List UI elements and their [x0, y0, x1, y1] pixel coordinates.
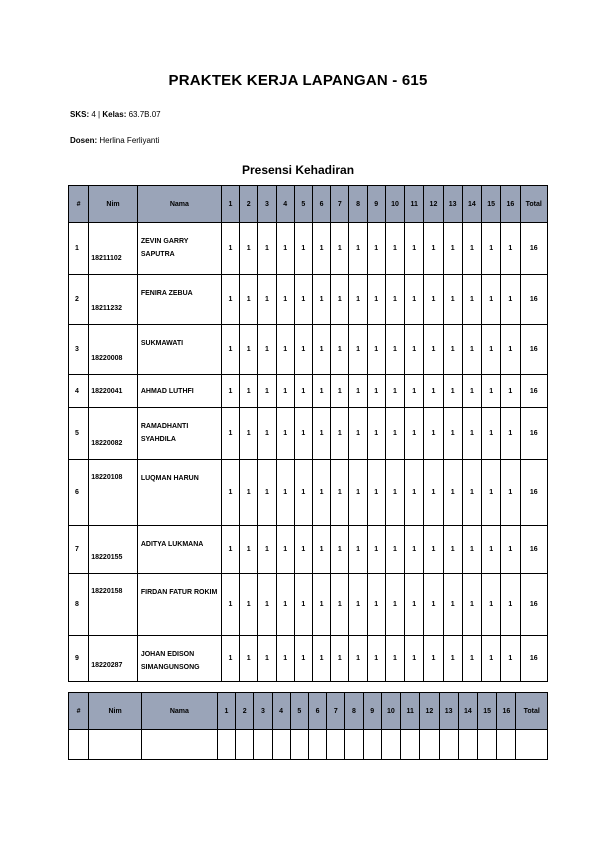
attendance-mark: 1 [462, 526, 481, 574]
column-header: 16 [497, 693, 516, 730]
column-header: 1 [221, 186, 239, 223]
attendance-mark: 1 [462, 275, 481, 325]
attendance-mark: 1 [385, 574, 404, 636]
attendance-mark: 1 [482, 325, 501, 375]
attendance-mark: 1 [258, 325, 276, 375]
attendance-mark: 1 [501, 375, 520, 408]
attendance-mark: 1 [294, 223, 312, 275]
attendance-mark: 1 [312, 375, 330, 408]
attendance-mark: 1 [312, 408, 330, 460]
table-row [69, 574, 548, 636]
table-row [69, 375, 548, 408]
student-nim: 18220041 [89, 375, 138, 408]
attendance-mark: 1 [349, 275, 367, 325]
attendance-mark: 1 [367, 526, 385, 574]
kelas-value: 63.7B.07 [128, 110, 161, 119]
attendance-mark: 1 [443, 223, 462, 275]
dosen-label: Dosen: [70, 136, 98, 145]
attendance-mark: 1 [367, 636, 385, 682]
student-name: RAMADHANTI SYAHDILA [137, 408, 221, 460]
attendance-mark: 1 [367, 223, 385, 275]
student-name: AHMAD LUTHFI [137, 375, 221, 408]
student-nim: 18220008 [89, 325, 138, 375]
attendance-total: 16 [520, 375, 548, 408]
attendance-mark: 1 [443, 526, 462, 574]
table-row [69, 408, 548, 460]
column-header: 15 [482, 186, 501, 223]
attendance-mark: 1 [501, 408, 520, 460]
attendance-mark: 1 [424, 375, 443, 408]
dosen-value: Herlina Ferliyanti [99, 136, 160, 145]
row-number: 1 [69, 223, 89, 275]
table-row [69, 325, 548, 375]
attendance-mark: 1 [424, 408, 443, 460]
column-header: 7 [331, 186, 349, 223]
attendance-mark: 1 [385, 375, 404, 408]
attendance-mark: 1 [312, 526, 330, 574]
attendance-mark: 1 [221, 408, 239, 460]
table-header-row [69, 693, 548, 730]
attendance-mark: 1 [501, 460, 520, 526]
attendance-mark: 1 [443, 636, 462, 682]
attendance-mark: 1 [424, 325, 443, 375]
student-nim: 18220287 [89, 636, 138, 682]
column-header: 11 [401, 693, 420, 730]
attendance-mark: 1 [221, 460, 239, 526]
attendance-mark: 1 [501, 636, 520, 682]
attendance-mark: 1 [221, 636, 239, 682]
attendance-mark: 1 [462, 375, 481, 408]
attendance-mark: 1 [405, 574, 424, 636]
attendance-total: 16 [520, 408, 548, 460]
row-number: 3 [69, 325, 89, 375]
attendance-mark: 1 [349, 408, 367, 460]
attendance-total: 16 [520, 460, 548, 526]
attendance-mark: 1 [405, 636, 424, 682]
attendance-mark: 1 [501, 325, 520, 375]
attendance-mark: 1 [331, 574, 349, 636]
attendance-total: 16 [520, 574, 548, 636]
attendance-total: 16 [520, 325, 548, 375]
student-nim: 18220158 [89, 574, 138, 636]
attendance-mark: 1 [482, 460, 501, 526]
row-number: 2 [69, 275, 89, 325]
attendance-mark: 1 [405, 375, 424, 408]
sks-label: SKS: [70, 110, 90, 119]
column-header: 15 [477, 693, 496, 730]
column-header: 11 [405, 186, 424, 223]
column-header: 16 [501, 186, 520, 223]
page-title: PRAKTEK KERJA LAPANGAN - 615 [168, 72, 428, 89]
attendance-mark: 1 [367, 375, 385, 408]
attendance-mark: 1 [482, 526, 501, 574]
attendance-mark: 1 [221, 375, 239, 408]
student-name: JOHAN EDISON SIMANGUNSONG [137, 636, 221, 682]
attendance-mark: 1 [443, 460, 462, 526]
column-header: 6 [308, 693, 326, 730]
attendance-mark: 1 [349, 526, 367, 574]
attendance-mark: 1 [258, 223, 276, 275]
column-header: 10 [385, 186, 404, 223]
attendance-mark: 1 [385, 636, 404, 682]
column-header: 9 [367, 186, 385, 223]
attendance-mark: 1 [385, 223, 404, 275]
column-header: 3 [258, 186, 276, 223]
column-header: 2 [236, 693, 254, 730]
student-nim: 18220108 [89, 460, 138, 526]
attendance-mark: 1 [349, 636, 367, 682]
attendance-mark: 1 [462, 636, 481, 682]
attendance-mark: 1 [294, 526, 312, 574]
attendance-mark: 1 [258, 460, 276, 526]
attendance-mark: 1 [349, 223, 367, 275]
attendance-mark: 1 [276, 275, 294, 325]
attendance-mark: 1 [443, 375, 462, 408]
column-header: 5 [290, 693, 308, 730]
table-row [69, 526, 548, 574]
attendance-mark: 1 [312, 275, 330, 325]
attendance-mark: 1 [424, 636, 443, 682]
column-header: 1 [217, 693, 235, 730]
table-row [69, 223, 548, 275]
attendance-mark: 1 [221, 325, 239, 375]
row-number: 6 [69, 460, 89, 526]
attendance-mark: 1 [294, 636, 312, 682]
attendance-table-continued [68, 692, 548, 760]
attendance-mark: 1 [405, 408, 424, 460]
attendance-mark: 1 [462, 574, 481, 636]
attendance-mark: 1 [424, 460, 443, 526]
attendance-mark: 1 [221, 526, 239, 574]
attendance-total: 16 [520, 223, 548, 275]
column-header: 6 [312, 186, 330, 223]
attendance-mark: 1 [276, 460, 294, 526]
column-header: 3 [254, 693, 272, 730]
attendance-mark: 1 [367, 275, 385, 325]
attendance-mark: 1 [240, 223, 258, 275]
attendance-mark: 1 [385, 275, 404, 325]
column-header: 13 [439, 693, 458, 730]
attendance-mark: 1 [482, 223, 501, 275]
column-header: 12 [420, 693, 439, 730]
attendance-mark: 1 [221, 223, 239, 275]
column-header: 8 [349, 186, 367, 223]
attendance-mark: 1 [385, 526, 404, 574]
attendance-mark: 1 [331, 460, 349, 526]
attendance-mark: 1 [443, 325, 462, 375]
lecturer-info [70, 136, 159, 145]
attendance-mark: 1 [482, 574, 501, 636]
course-info: SKS: 4 | Kelas: 63.7B.07 [70, 110, 161, 119]
attendance-mark: 1 [424, 275, 443, 325]
attendance-mark: 1 [258, 275, 276, 325]
student-nim: 18211102 [89, 223, 138, 275]
attendance-mark: 1 [312, 325, 330, 375]
table-header-row [69, 186, 548, 223]
attendance-mark: 1 [258, 526, 276, 574]
attendance-mark: 1 [276, 408, 294, 460]
table-row-empty [69, 730, 548, 760]
attendance-mark: 1 [240, 275, 258, 325]
attendance-mark: 1 [349, 375, 367, 408]
row-number: 9 [69, 636, 89, 682]
attendance-mark: 1 [312, 460, 330, 526]
column-header: Nim [89, 693, 142, 730]
attendance-mark: 1 [443, 408, 462, 460]
attendance-mark: 1 [349, 325, 367, 375]
attendance-mark: 1 [501, 526, 520, 574]
attendance-mark: 1 [405, 325, 424, 375]
column-header: 4 [276, 186, 294, 223]
attendance-mark: 1 [349, 460, 367, 526]
column-header: 8 [345, 693, 363, 730]
attendance-mark: 1 [294, 460, 312, 526]
attendance-mark: 1 [276, 223, 294, 275]
column-header: 4 [272, 693, 290, 730]
column-header: 12 [424, 186, 443, 223]
attendance-mark: 1 [240, 574, 258, 636]
table-row [69, 275, 548, 325]
attendance-mark: 1 [276, 375, 294, 408]
attendance-mark: 1 [240, 375, 258, 408]
attendance-mark: 1 [367, 574, 385, 636]
attendance-mark: 1 [405, 460, 424, 526]
attendance-mark: 1 [294, 574, 312, 636]
attendance-mark: 1 [276, 574, 294, 636]
student-name: FENIRA ZEBUA [137, 275, 221, 325]
column-header: 10 [381, 693, 400, 730]
attendance-mark: 1 [405, 275, 424, 325]
column-header: 14 [462, 186, 481, 223]
attendance-mark: 1 [240, 460, 258, 526]
student-name: FIRDAN FATUR ROKIM [137, 574, 221, 636]
attendance-mark: 1 [258, 636, 276, 682]
row-number: 5 [69, 408, 89, 460]
attendance-mark: 1 [258, 375, 276, 408]
attendance-total: 16 [520, 275, 548, 325]
attendance-mark: 1 [276, 636, 294, 682]
attendance-mark: 1 [312, 223, 330, 275]
attendance-mark: 1 [349, 574, 367, 636]
attendance-mark: 1 [385, 408, 404, 460]
attendance-mark: 1 [443, 574, 462, 636]
student-nim: 18220155 [89, 526, 138, 574]
attendance-mark: 1 [331, 275, 349, 325]
attendance-mark: 1 [482, 275, 501, 325]
student-nim: 18211232 [89, 275, 138, 325]
attendance-mark: 1 [385, 460, 404, 526]
row-number: 7 [69, 526, 89, 574]
attendance-mark: 1 [424, 223, 443, 275]
section-title: Presensi Kehadiran [241, 163, 355, 177]
attendance-mark: 1 [276, 325, 294, 375]
table-row [69, 460, 548, 526]
attendance-mark: 1 [294, 408, 312, 460]
student-name: SUKMAWATI [137, 325, 221, 375]
column-header: Total [520, 186, 548, 223]
attendance-mark: 1 [443, 275, 462, 325]
attendance-mark: 1 [462, 408, 481, 460]
attendance-mark: 1 [240, 526, 258, 574]
attendance-mark: 1 [294, 275, 312, 325]
attendance-mark: 1 [424, 574, 443, 636]
attendance-mark: 1 [240, 408, 258, 460]
attendance-mark: 1 [501, 574, 520, 636]
attendance-mark: 1 [482, 408, 501, 460]
attendance-mark: 1 [482, 375, 501, 408]
column-header: 14 [458, 693, 477, 730]
attendance-mark: 1 [405, 526, 424, 574]
attendance-mark: 1 [258, 408, 276, 460]
table-row [69, 636, 548, 682]
attendance-mark: 1 [405, 223, 424, 275]
attendance-mark: 1 [462, 223, 481, 275]
student-name: ADITYA LUKMANA [137, 526, 221, 574]
attendance-mark: 1 [367, 460, 385, 526]
row-number: 8 [69, 574, 89, 636]
column-header: Total [516, 693, 548, 730]
attendance-mark: 1 [312, 574, 330, 636]
attendance-mark: 1 [221, 275, 239, 325]
attendance-mark: 1 [424, 526, 443, 574]
attendance-mark: 1 [331, 325, 349, 375]
attendance-mark: 1 [331, 408, 349, 460]
column-header: 7 [327, 693, 345, 730]
row-number: 4 [69, 375, 89, 408]
attendance-mark: 1 [221, 574, 239, 636]
column-header: 2 [240, 186, 258, 223]
attendance-mark: 1 [294, 375, 312, 408]
attendance-mark: 1 [385, 325, 404, 375]
column-header: 5 [294, 186, 312, 223]
column-header: 9 [363, 693, 381, 730]
student-name: ZEVIN GARRY SAPUTRA [137, 223, 221, 275]
column-header: # [69, 693, 89, 730]
kelas-label: Kelas: [102, 110, 127, 119]
attendance-mark: 1 [294, 325, 312, 375]
sks-value: 4 [91, 110, 96, 119]
attendance-mark: 1 [331, 636, 349, 682]
attendance-mark: 1 [312, 636, 330, 682]
attendance-mark: 1 [331, 526, 349, 574]
student-name: LUQMAN HARUN [137, 460, 221, 526]
attendance-mark: 1 [240, 636, 258, 682]
attendance-mark: 1 [276, 526, 294, 574]
attendance-table [68, 185, 548, 682]
attendance-mark: 1 [331, 375, 349, 408]
student-nim: 18220082 [89, 408, 138, 460]
attendance-mark: 1 [462, 325, 481, 375]
attendance-mark: 1 [501, 275, 520, 325]
column-header: 13 [443, 186, 462, 223]
column-header: Nama [141, 693, 217, 730]
column-header: Nama [137, 186, 221, 223]
attendance-total: 16 [520, 526, 548, 574]
attendance-mark: 1 [367, 408, 385, 460]
column-header: # [69, 186, 89, 223]
attendance-mark: 1 [482, 636, 501, 682]
attendance-mark: 1 [240, 325, 258, 375]
attendance-total: 16 [520, 636, 548, 682]
attendance-mark: 1 [331, 223, 349, 275]
attendance-mark: 1 [367, 325, 385, 375]
attendance-mark: 1 [501, 223, 520, 275]
attendance-mark: 1 [258, 574, 276, 636]
attendance-mark: 1 [462, 460, 481, 526]
column-header: Nim [89, 186, 138, 223]
